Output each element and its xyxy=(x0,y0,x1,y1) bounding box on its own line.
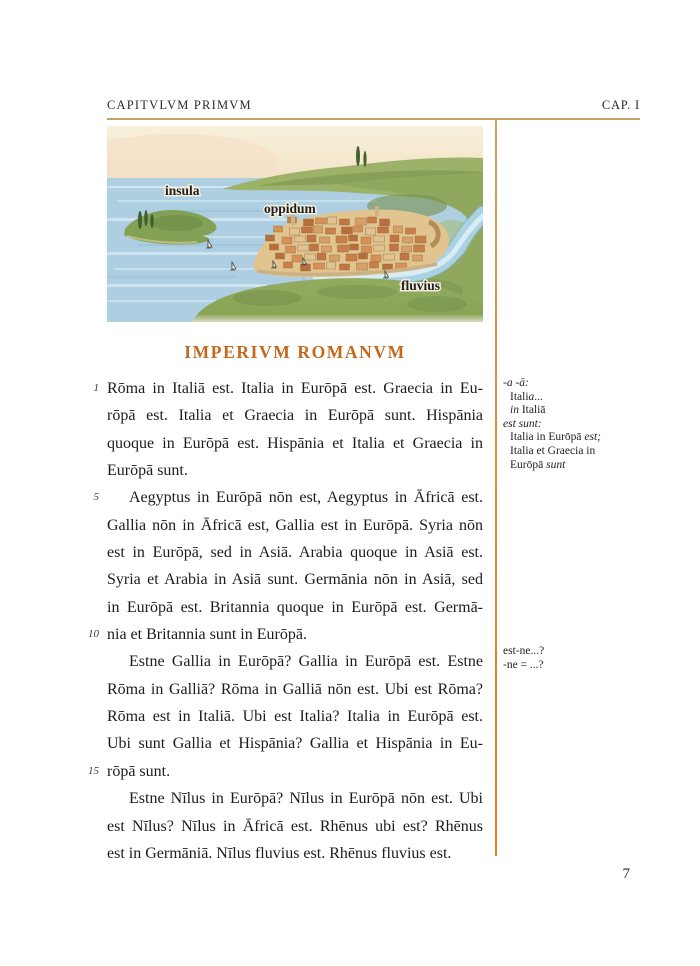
text-line: est Nīlus? Nīlus in Āfricā est. Rhēnus ubi est? Rhēnus xyxy=(107,817,483,835)
text-line: 10 nia et Britannia sunt in Eurōpā. xyxy=(107,621,483,648)
text-line: 1 Rōma in Italiā est. Italia in Eurōpā est. Graecia in Eu- xyxy=(107,375,483,402)
text-line: Rōma est in Italiā. Ubi est Italia? Italia in Eurōpā est. xyxy=(107,708,483,726)
header-chapter-title: CAPITVLVM PRIMVM xyxy=(107,98,252,112)
header-rule xyxy=(107,118,640,120)
line-number: 15 xyxy=(88,764,99,777)
text-line: est in Eurōpā, sed in Asiā. Arabia quoque in Asiā est. xyxy=(107,544,483,562)
text-line: Estne Gallia in Eurōpā? Gallia in Eurōpā est. Estne xyxy=(129,653,483,671)
illustration-roman-landscape xyxy=(107,126,483,322)
margin-note-estne: est-ne...? -ne = ...? xyxy=(503,645,545,671)
text-line: rōpā est. Italia et Graecia in Eurōpā sunt. Hispānia xyxy=(107,407,483,425)
text-line: Rōma in Galliā? Rōma in Galliā nōn est. Ubi est Rōma? xyxy=(107,680,483,698)
text-line: 5 Aegyptus in Eurōpā nōn est, Aegyptus in Āfricā est. xyxy=(107,484,483,511)
line-number: 5 xyxy=(93,491,99,504)
text-line: Gallia nōn in Āfricā est, Gallia est in Eurōpā. Syria nōn xyxy=(107,516,483,534)
margin-note-endings: -a -ā: Italia... in Italiā est sunt: Italia in Eurōpā est; Italia et Graecia in Eurōpā sunt xyxy=(503,377,602,471)
text-line: in Eurōpā est. Britannia quoque in Eurōpā est. Germā- xyxy=(107,598,483,616)
tower xyxy=(375,206,379,216)
text-line: Eurōpā sunt. xyxy=(107,462,188,480)
illustration-svg xyxy=(107,126,483,322)
page-header xyxy=(107,98,640,114)
text-line: Estne Nīlus in Eurōpā? Nīlus in Eurōpā nōn est. Ubi xyxy=(129,790,483,808)
chapter-title: IMPERIVM ROMANVM xyxy=(184,342,406,362)
header-chapter-abbrev: CAP. I xyxy=(601,98,640,112)
margin-rule xyxy=(495,118,497,856)
label-fluvius: fluvius xyxy=(401,278,441,293)
text-line: Ubi sunt Gallia et Hispānia? Gallia et Hispānia in Eu- xyxy=(107,735,483,753)
line-number: 1 xyxy=(93,382,99,394)
text-line: est in Germāniā. Nīlus fluvius est. Rhēnus fluvius est. xyxy=(107,844,452,862)
page-number: 7 xyxy=(622,866,630,882)
text-line: Syria et Arabia in Asiā sunt. Germānia nōn in Asiā, sed xyxy=(107,571,483,589)
line-number: 10 xyxy=(88,628,99,641)
label-oppidum: oppidum xyxy=(264,201,316,216)
main-text xyxy=(88,375,483,867)
text-line: 15 rōpā sunt. xyxy=(107,758,483,785)
label-insula: insula xyxy=(165,183,200,198)
text-line: quoque in Eurōpā est. Hispānia et Italia et Graecia in xyxy=(107,434,483,452)
